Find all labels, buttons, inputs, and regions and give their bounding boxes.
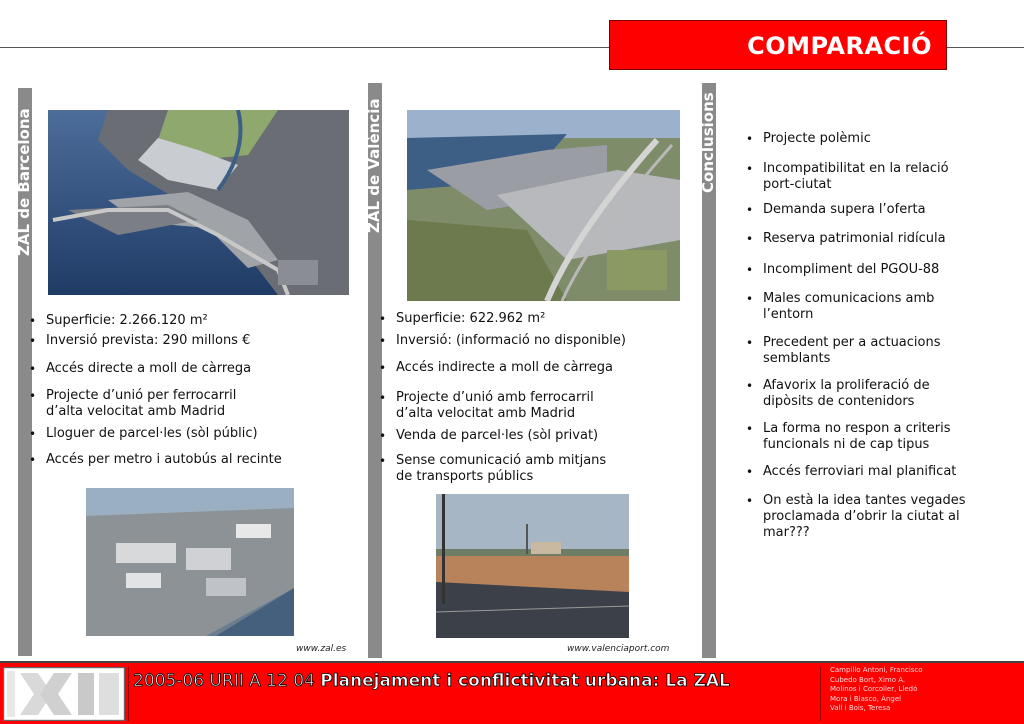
footer-divider <box>128 667 129 721</box>
conclusions-label: Conclusions <box>699 92 717 193</box>
page-title: COMPARACIÓ <box>609 20 947 70</box>
list-item: • Lloguer de parcel·les (sòl públic) <box>28 426 328 442</box>
course-code: 2005-06 URII A 12 04 <box>133 671 315 691</box>
valencia-site-photo <box>436 494 629 638</box>
list-item: • Inversió prevista: 290 millons € <box>28 333 328 349</box>
list-item: • Superficie: 622.962 m² <box>378 311 678 327</box>
list-item: • Projecte d’unió amb ferrocarril d’alta velocitat amb Madrid <box>378 390 616 422</box>
footer-divider <box>820 667 821 721</box>
barcelona-credit: www.zal.es <box>296 644 347 654</box>
author-list <box>830 666 923 714</box>
barcelona-logistics-photo <box>86 488 294 636</box>
valencia-aerial-photo <box>407 110 680 301</box>
list-item: • Projecte d’unió per ferrocarril d’alta velocitat amb Madrid <box>28 388 256 420</box>
list-item: • Precedent per a actuacions semblants <box>745 335 963 367</box>
author-name: Molinos i Corcoller, Lledó <box>830 685 918 693</box>
valencia-bullets <box>378 311 678 485</box>
barcelona-bullets <box>28 313 328 468</box>
course-logo <box>3 667 125 721</box>
valencia-credit: www.valenciaport.com <box>567 644 670 654</box>
list-item: • Reserva patrimonial ridícula <box>745 231 975 247</box>
list-item: • Inversió: (informació no disponible) <box>378 333 678 349</box>
list-item: • Venda de parcel·les (sòl privat) <box>378 428 678 444</box>
list-item: • Afavorix la proliferació de dipòsits de contenidors <box>745 378 968 410</box>
list-item: • Males comunicacions amb l’entorn <box>745 291 963 323</box>
list-item: • Projecte polèmic <box>745 131 975 147</box>
barcelona-aerial-photo <box>48 110 349 295</box>
list-item: • Superficie: 2.266.120 m² <box>28 313 328 329</box>
course-topic: Planejament i conflictivitat urbana: La ZAL <box>320 671 730 691</box>
list-item: • Accés indirecte a moll de càrrega <box>378 360 678 376</box>
author-name: Cubedo Bort, Ximo A. <box>830 675 906 684</box>
list-item: • Sense comunicació amb mitjans de transports públics <box>378 453 626 485</box>
list-item: • On està la idea tantes vegades proclamada d’obrir la ciutat al mar??? <box>745 493 978 541</box>
list-item: • Incompatibilitat en la relació port-ciutat <box>745 161 968 193</box>
author-name: Vall i Bois, Teresa <box>830 704 891 712</box>
barcelona-label: ZAL de Barcelona <box>15 108 33 256</box>
list-item: • Accés ferroviari mal planificat <box>745 464 975 480</box>
footer-title <box>133 671 730 691</box>
list-item: • Demanda supera l’oferta <box>745 202 975 218</box>
footer-bar <box>0 661 1024 724</box>
conclusions-bullets <box>745 131 975 541</box>
author-name: Campillo Antoni, Francisco <box>830 666 923 674</box>
list-item: • La forma no respon a criteris funcionals ni de cap tipus <box>745 421 973 453</box>
list-item: • Accés per metro i autobús al recinte <box>28 452 328 468</box>
valencia-label: ZAL de València <box>365 98 383 233</box>
list-item: • Incompliment del PGOU-88 <box>745 262 975 278</box>
list-item: • Accés directe a moll de càrrega <box>28 361 328 377</box>
author-name: Mora i Blasco, Àngel <box>830 694 902 703</box>
